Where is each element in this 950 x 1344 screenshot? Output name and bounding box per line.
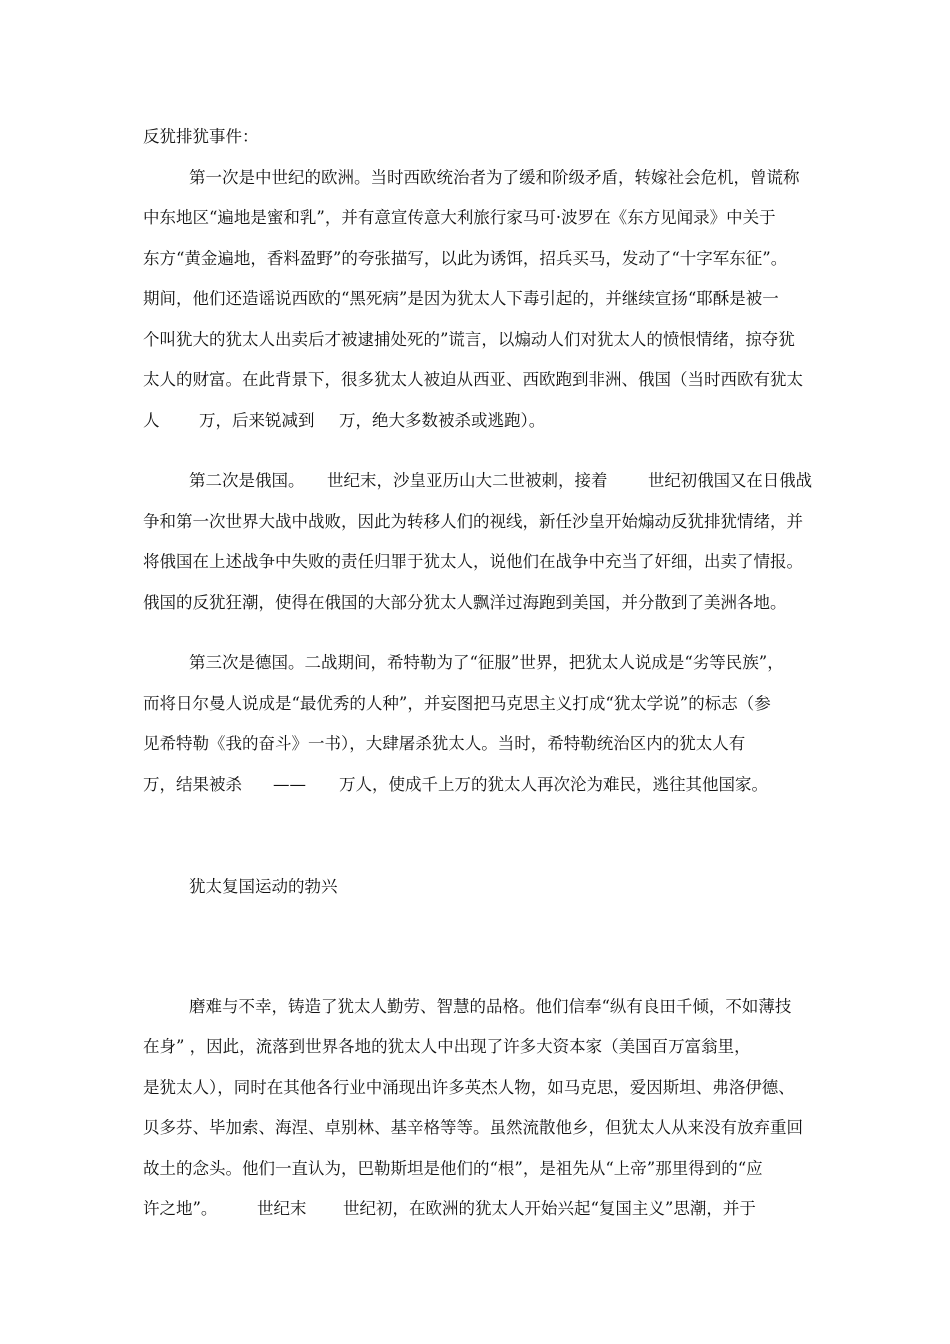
line-text: 第三次是德国。二战期间，希特勒为了“征服”世界，把犹太人说成是“劣等民族”， (189, 653, 784, 672)
line-text: 第二次是俄国。 (189, 471, 305, 490)
line-text: 中东地区“遍地是蜜和乳”，并有意宣传意大利旅行家马可·波罗在《东方见闻录》中关于 (143, 208, 776, 227)
line-text: 世纪初，在欧洲的犹太人开始兴起“复国主义”思潮，并于 (343, 1199, 756, 1218)
line-text: 见希特勒《我的奋斗》一书），大肆屠杀犹太人。当时，希特勒统治区内的犹太人有 (143, 734, 746, 753)
line-text: 世纪末 (257, 1199, 307, 1218)
line-text: 万，结果被杀 (143, 775, 242, 794)
line-text: 世纪末，沙皇亚历山大二世被刺，接着 (327, 471, 608, 490)
section-title-text: 犹太复国运动的勃兴 (189, 877, 338, 896)
dash-separator: —— (273, 775, 306, 794)
line-text: 是犹太人），同时在其他各行业中涌现出许多英杰人物，如马克思，爱因斯坦、弗洛伊德、 (143, 1078, 795, 1097)
line-text: 第一次是中世纪的欧洲。当时西欧统治者为了缓和阶级矛盾，转嫁社会危机，曾谎称 (189, 168, 800, 187)
line-text: 故土的念头。他们一直认为，巴勒斯坦是他们的“根”，是祖先从“上帝”那里得到的“应 (143, 1159, 763, 1178)
line-text: 在身” ，因此，流落到世界各地的犹太人中出现了许多大资本家（美国百万富翁里， (143, 1037, 751, 1056)
line-text: 将俄国在上述战争中失败的责任归罪于犹太人，说他们在战争中充当了奸细，出卖了情报。 (143, 552, 803, 571)
line-text: 世纪初俄国又在日俄战 (648, 471, 812, 490)
line-text: 万人，使成千上万的犹太人再次沦为难民，逃往其他国家。 (339, 775, 768, 794)
line-text: 期间，他们还造谣说西欧的“黑死病”是因为犹太人下毒引起的，并继续宣扬“耶酥是被一 (143, 289, 779, 308)
line-text: 而将日尔曼人说成是“最优秀的人种”，并妄图把马克思主义打成“犹太学说”的标志（参 (143, 694, 771, 713)
line-text: 俄国的反犹狂潮，使得在俄国的大部分犹太人飘洋过海跑到美国，并分散到了美洲各地。 (143, 593, 787, 612)
line-text: 东方“黄金遍地，香料盈野”的夸张描写，以此为诱饵，招兵买马，发动了“十字军东征”。 (143, 249, 788, 268)
line-text: 许之地”。 (143, 1199, 218, 1218)
line-text: 人 (143, 411, 160, 430)
heading-text: 反犹排犹事件： (143, 127, 259, 146)
line-text: 争和第一次世界大战中战败，因此为转移人们的视线，新任沙皇开始煽动反犹排犹情绪，并 (143, 512, 803, 531)
line-text: 万，绝大多数被杀或逃跑）。 (339, 411, 546, 430)
line-text: 个叫犹大的犹太人出卖后才被逮捕处死的”谎言，以煽动人们对犹太人的愤恨情绪，掠夺犹 (143, 330, 795, 349)
line-text: 贝多芬、毕加索、海涅、卓别林、基辛格等等。虽然流散他乡，但犹太人从来没有放弃重回 (143, 1118, 803, 1137)
line-text: 万，后来锐减到 (199, 411, 315, 430)
line-text: 磨难与不幸，铸造了犹太人勤劳、智慧的品格。他们信奉“纵有良田千倾，不如薄技 (189, 997, 792, 1016)
line-text: 太人的财富。在此背景下，很多犹太人被迫从西亚、西欧跑到非洲、俄国（当时西欧有犹太 (143, 370, 803, 389)
